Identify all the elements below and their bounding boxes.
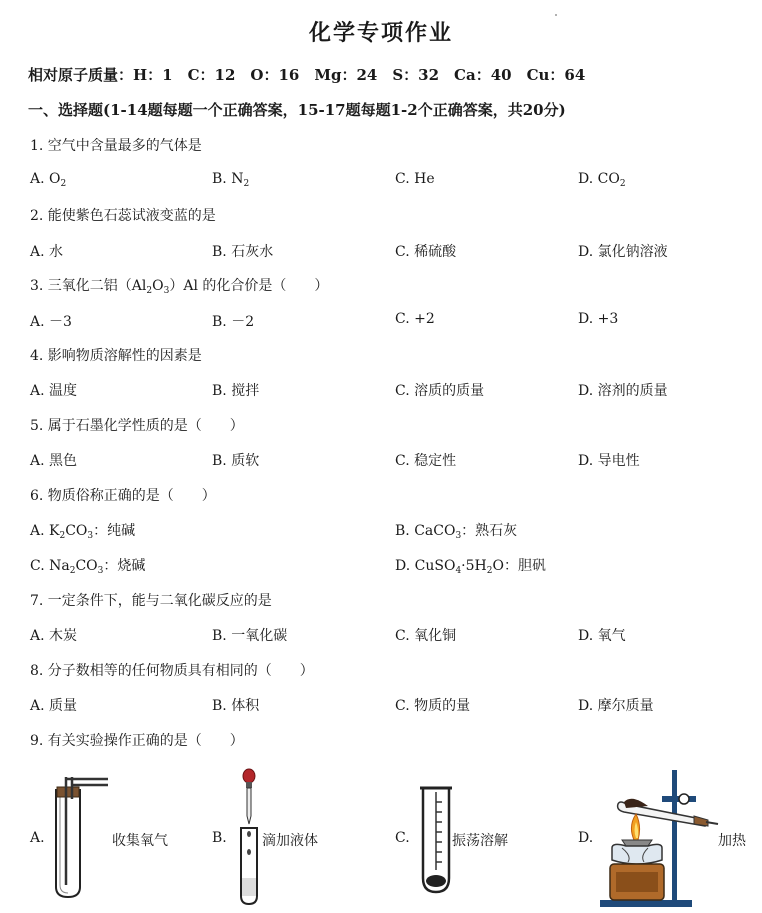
question-4-stem: 4. 影响物质溶解性的因素是: [30, 348, 202, 364]
question-5-stem: 5. 属于石墨化学性质的是（ ）: [30, 418, 244, 434]
q2-option-c: C. 稀硫酸: [395, 244, 457, 260]
q6-option-d: D. $CuSO_4\cdot 5H_2O$：胆矾: [395, 558, 546, 576]
question-9-stem: 9. 有关实验操作正确的是（ ）: [30, 733, 244, 749]
q1-option-b: B. $N_2$: [212, 171, 250, 189]
q1-option-a: A. $O_2$: [30, 171, 67, 189]
q4-option-b: B. 搅拌: [212, 383, 260, 399]
alcohol-lamp-heating-icon: [598, 768, 720, 910]
question-1-stem: 1. 空气中含量最多的气体是: [30, 138, 202, 154]
q7-option-c: C. 氧化铜: [395, 628, 457, 644]
atomic-masses: 相对原子质量：H：1 C：12 O：16 Mg：24 S：32 Ca：40 Cu：64: [28, 66, 586, 84]
q6-option-c: C. $Na_2CO_3$：烧碱: [30, 558, 146, 576]
question-3-stem: 3. 三氧化二铝$(Al_2O_3)Al$ 的化合价是（ ）: [30, 278, 329, 296]
q9-option-a-letter: A.: [30, 830, 45, 846]
q2-option-b: B. 石灰水: [212, 244, 274, 260]
page-title: 化学专项作业: [308, 20, 453, 46]
section-heading: 一、选择题(1-14题每题一个正确答案，15-17题每题1-2个正确答案，共20分): [28, 101, 566, 119]
q3-option-b: B. －2: [212, 314, 255, 330]
q5-option-b: B. 质软: [212, 453, 260, 469]
q9-option-a-caption: 收集氧气: [112, 833, 168, 849]
dropper-icon: [234, 768, 264, 908]
q9-option-b-letter: B.: [212, 830, 227, 846]
q7-option-d: D. 氧气: [578, 628, 626, 644]
q5-option-c: C. 稳定性: [395, 453, 457, 469]
q3-option-c: C. +2: [395, 311, 435, 327]
q8-option-c: C. 物质的量: [395, 698, 471, 714]
q1-option-d: D. $CO_2$: [578, 171, 626, 189]
question-8-stem: 8. 分子数相等的任何物质具有相同的（ ）: [30, 663, 314, 679]
q9-option-d-letter: D.: [578, 830, 594, 846]
test-tube-icon: [415, 782, 457, 898]
q1-option-c: C. He: [395, 171, 435, 187]
question-2-stem: 2. 能使紫色石蕊试液变蓝的是: [30, 208, 216, 224]
q7-option-b: B. 一氧化碳: [212, 628, 288, 644]
q8-option-a: A. 质量: [30, 698, 78, 714]
q5-option-d: D. 导电性: [578, 453, 640, 469]
q6-option-a: A. $K_2CO_3$：纯碱: [30, 523, 136, 541]
q9-option-d-caption: 加热: [718, 833, 746, 849]
q3-option-a: A. －3: [30, 314, 72, 330]
q3-option-d: D. +3: [578, 311, 619, 327]
q2-option-a: A. 水: [30, 244, 64, 260]
gas-collection-tube-icon: [48, 775, 114, 900]
q5-option-a: A. 黑色: [30, 453, 78, 469]
q2-option-d: D. 氯化钠溶液: [578, 244, 668, 260]
q4-option-a: A. 温度: [30, 383, 78, 399]
q7-option-a: A. 木炭: [30, 628, 78, 644]
q4-option-c: C. 溶质的质量: [395, 383, 485, 399]
q9-option-c-caption: 振荡溶解: [452, 833, 508, 849]
q4-option-d: D. 溶剂的质量: [578, 383, 668, 399]
question-7-stem: 7. 一定条件下，能与二氧化碳反应的是: [30, 593, 272, 609]
q8-option-b: B. 体积: [212, 698, 260, 714]
question-6-stem: 6. 物质俗称正确的是（ ）: [30, 488, 216, 504]
q6-option-b: B. CaCO$_3$：熟石灰: [395, 523, 518, 541]
q8-option-d: D. 摩尔质量: [578, 698, 654, 714]
q9-option-c-letter: C.: [395, 830, 410, 846]
q9-option-b-caption: 滴加液体: [262, 833, 318, 849]
